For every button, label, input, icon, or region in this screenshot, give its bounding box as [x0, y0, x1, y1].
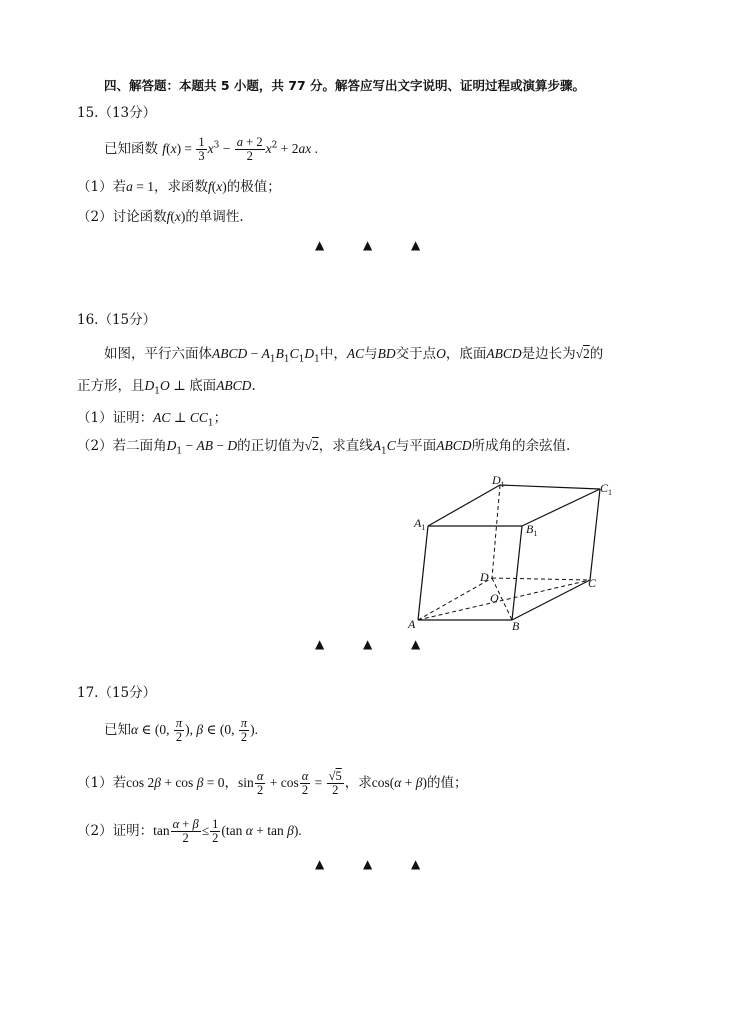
q17-part1: （1）若cos 2β + cos β = 0，sin $\frac{\alpha}{2}$ + cos $\frac{\alpha}{2}$ = $\frac{√5}{2}$ ，求cos(α + β)的值；	[77, 769, 468, 797]
label-C1: $C_1$	[600, 481, 613, 497]
label-B1: $B_1$	[526, 522, 538, 538]
label-C: C	[588, 576, 597, 590]
q16-stem-line2: 正方形，且$D_1O$ ⊥ 底面ABCD.	[77, 378, 256, 397]
answer-marker: ▲	[411, 637, 421, 651]
q16-part2: （2）若二面角$D_1$ − AB − D的正切值为√2，求直线$A_1C$与平面ABCD所成角的余弦值.	[77, 438, 571, 457]
answer-marker: ▲	[411, 238, 421, 252]
answer-marker: ▲	[315, 637, 325, 651]
q15-number: 15.（13分）	[77, 105, 157, 121]
parallelepiped-figure	[400, 470, 620, 635]
answer-marker: ▲	[363, 637, 373, 651]
q16-stem-line1: 如图，平行六面体ABCD − $A_1B_1C_1D_1$中，AC与BD交于点O，底面ABCD是边长为√2的	[104, 346, 604, 365]
answer-marker: ▲	[315, 238, 325, 252]
label-D1: $D_1$	[492, 473, 505, 489]
q17-part2: （2）证明：tan $\frac{\alpha + \beta}{2}$ ≤ $\frac{1}{2}$ (tan α + tan β).	[77, 817, 302, 845]
section-header: 四、解答题：本题共 5 小题，共 77 分。解答应写出文字说明、证明过程或演算步骤。	[104, 78, 586, 93]
label-D: D	[480, 570, 489, 584]
q17-stem: 已知α ∈ (0, $\frac{\pi}{2}$ ), β ∈ (0, $\frac{\pi}{2}$ ).	[104, 716, 258, 744]
q16-number: 16.（15分）	[77, 312, 157, 328]
answer-marker: ▲	[315, 857, 325, 871]
label-B: B	[512, 619, 520, 633]
q15-part1: （1）若a = 1，求函数f(x)的极值；	[77, 179, 281, 195]
q15-stem: 已知函数 f(x) = $\frac{1}{3}$ $x^3$ − $\frac{a + 2}{2}$ $x^2 + 2ax$ .	[104, 135, 318, 163]
label-A: A	[408, 617, 416, 631]
answer-marker: ▲	[363, 238, 373, 252]
label-A1: $A_1$	[414, 516, 426, 532]
label-O: O	[490, 591, 499, 605]
q15-part2: （2）讨论函数f(x)的单调性.	[77, 209, 244, 225]
answer-marker: ▲	[363, 857, 373, 871]
q17-number: 17.（15分）	[77, 685, 157, 701]
answer-marker: ▲	[411, 857, 421, 871]
q16-part1: （1）证明：AC ⊥ $CC_1$；	[77, 410, 228, 429]
